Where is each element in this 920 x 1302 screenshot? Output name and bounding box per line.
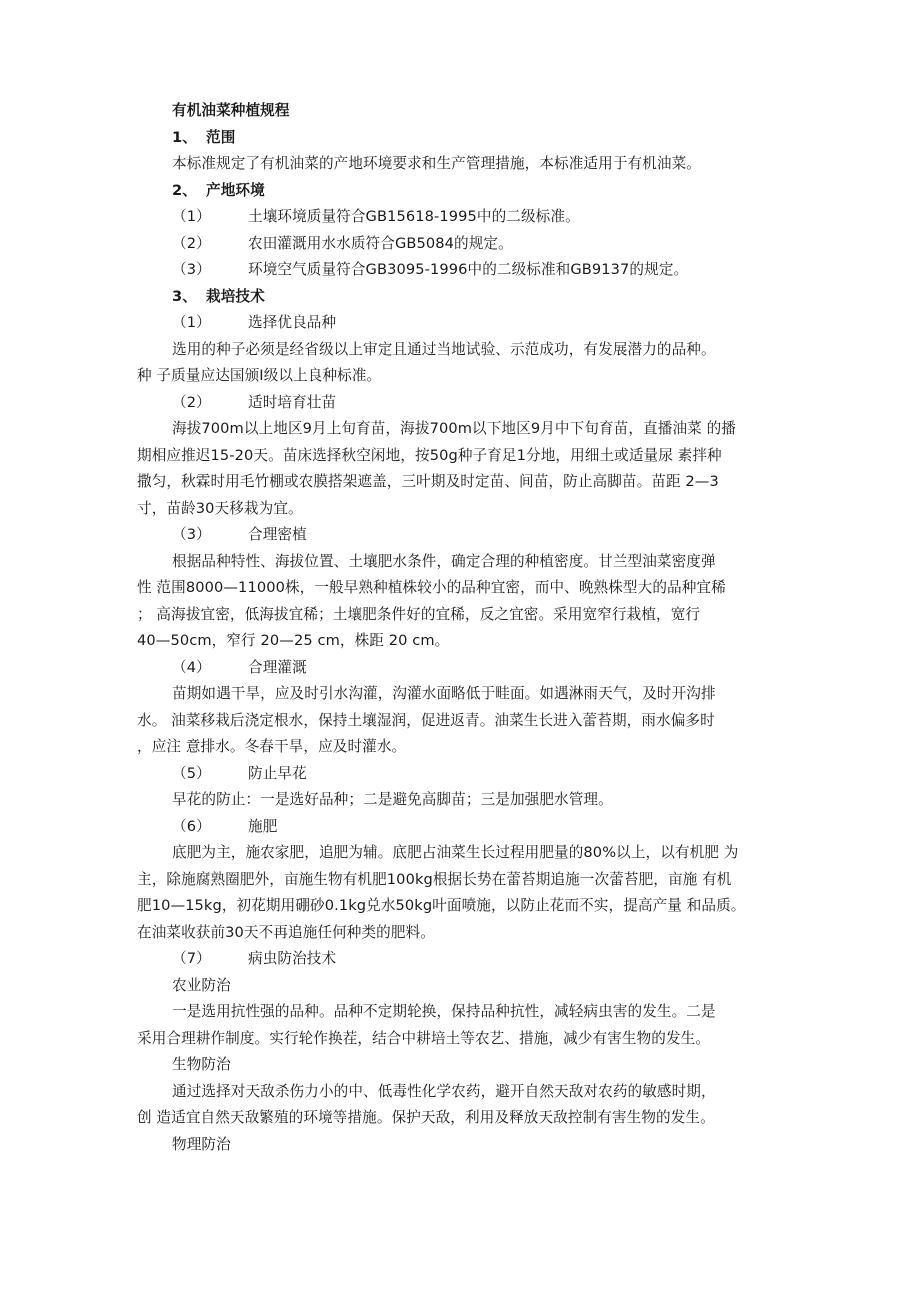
item-title: 施肥 [248,818,278,835]
section-3-heading [172,287,265,307]
subsection-heading [172,764,307,784]
section-title: 产地环境 [206,182,265,199]
paragraph-line: ； 高海拔宜密，低海拔宜稀；土壤肥条件好的宜稀，反之宜密。采用宽窄行栽植，宽行 [137,606,701,623]
paragraph-line: 期相应推迟15-20天。苗床选择秋空闲地，按50g种子育足1分地，用细土或适量尿 素拌种 [137,447,722,464]
paragraph-line: 在油菜收获前30天不再追施任何种类的肥料。 [137,924,435,941]
item-number: （3） [172,261,211,278]
item-number: （1） [172,314,211,331]
item-number: （6） [172,818,211,835]
item-number: （1） [172,208,211,225]
doc-title: 有机油菜种植规程 [172,102,290,119]
paragraph-line: ，应注 意排水。冬春干旱，应及时灌水。 [137,738,407,755]
paragraph-line: 主，除施腐熟圈肥外，亩施生物有机肥100kg根据长势在蕾苔期追施一次蕾苔肥，亩施 有机 [137,871,732,888]
subsection-heading [172,658,307,678]
paragraph-line: 海拔700m以上地区9月上旬育苗，海拔700m以下地区9月中下旬育苗，直播油菜 的播 [172,420,736,437]
list-item [172,234,513,254]
section-1-heading [172,128,235,148]
item-title: 防止早花 [248,765,307,782]
subsection-heading [172,313,336,333]
paragraph-line: 底肥为主，施农家肥，追肥为辅。底肥占油菜生长过程用肥量的80%以上，以有机肥 为 [172,844,739,861]
section-title: 范围 [206,129,236,146]
paragraph-line: 性 范围8000—11000株，一般早熟种植株较小的品种宜密，而中、晚熟株型大的品种宜稀 [137,579,726,596]
subsection-heading [172,525,307,545]
paragraph-line: 寸，苗龄30天移栽为宜。 [137,500,303,517]
item-number: （7） [172,950,211,967]
section-number: 2、 [172,182,197,199]
item-title: 病虫防治技术 [248,950,337,967]
item-text: 农田灌溉用水水质符合GB5084的规定。 [248,235,513,252]
subheading-bio: 生物防治 [172,1056,231,1073]
paragraph-line: 采用合理耕作制度。实行轮作换茬，结合中耕培土等农艺、措施，减少有害生物的发生。 [137,1030,711,1047]
paragraph-line: 选用的种子必须是经省级以上审定且通过当地试验、示范成功，有发展潜力的品种。 [172,341,716,358]
item-title: 适时培育壮苗 [248,394,337,411]
paragraph-line: 根据品种特性、海拔位置、土壤肥水条件，确定合理的种植密度。甘兰型油菜密度弹 [172,553,716,570]
section-1-text: 本标准规定了有机油菜的产地环境要求和生产管理措施，本标准适用于有机油菜。 [172,155,701,172]
section-number: 3、 [172,288,197,305]
paragraph-line: 40—50cm，窄行 20—25 cm，株距 20 cm。 [137,632,450,649]
section-title: 栽培技术 [206,288,265,305]
paragraph-line: 水。 油菜移栽后浇定根水，保持土壤湿润，促进返青。油菜生长进入蕾苔期，雨水偏多时 [137,712,715,729]
section-number: 1、 [172,129,197,146]
item-number: （2） [172,235,211,252]
paragraph-line: 肥10—15kg，初花期用硼砂0.1kg兑水50kg叶面喷施，以防止花而不实，提高产量 和品质。 [137,897,746,914]
subheading-agri: 农业防治 [172,977,231,994]
item-text: 环境空气质量符合GB3095-1996中的二级标准和GB9137的规定。 [248,261,689,278]
subsection-heading [172,817,277,837]
paragraph-line: 撒匀，秋霖时用毛竹棚或农膜搭架遮盖，三叶期及时定苗、间苗，防止高脚苗。苗距 2—3 [137,473,719,490]
paragraph-line: 早花的防止：一是选好品种；二是避免高脚苗；三是加强肥水管理。 [172,791,613,808]
subsection-heading [172,393,336,413]
paragraph-line: 种 子质量应达国颁I级以上良种标准。 [137,367,382,384]
section-2-heading [172,181,265,201]
item-number: （4） [172,659,211,676]
paragraph-line: 创 造适宜自然天敌繁殖的环境等措施。保护天敌，利用及释放天敌控制有害生物的发生。 [137,1109,715,1126]
item-title: 合理密植 [248,526,307,543]
item-title: 合理灌溉 [248,659,307,676]
paragraph-line: 一是选用抗性强的品种。品种不定期轮换，保持品种抗性，减轻病虫害的发生。二是 [172,1003,716,1020]
item-text: 土壤环境质量符合GB15618-1995中的二级标准。 [248,208,580,225]
item-number: （2） [172,394,211,411]
item-title: 选择优良品种 [248,314,337,331]
paragraph-line: 苗期如遇干旱，应及时引水沟灌，沟灌水面略低于畦面。如遇淋雨天气，及时开沟排 [172,685,716,702]
item-number: （3） [172,526,211,543]
list-item [172,207,580,227]
item-number: （5） [172,765,211,782]
list-item [172,260,688,280]
subheading-phys: 物理防治 [172,1136,231,1153]
paragraph-line: 通过选择对天敌杀伤力小的中、低毒性化学农药，避开自然天敌对农药的敏感时期， [172,1083,716,1100]
subsection-heading [172,949,336,969]
